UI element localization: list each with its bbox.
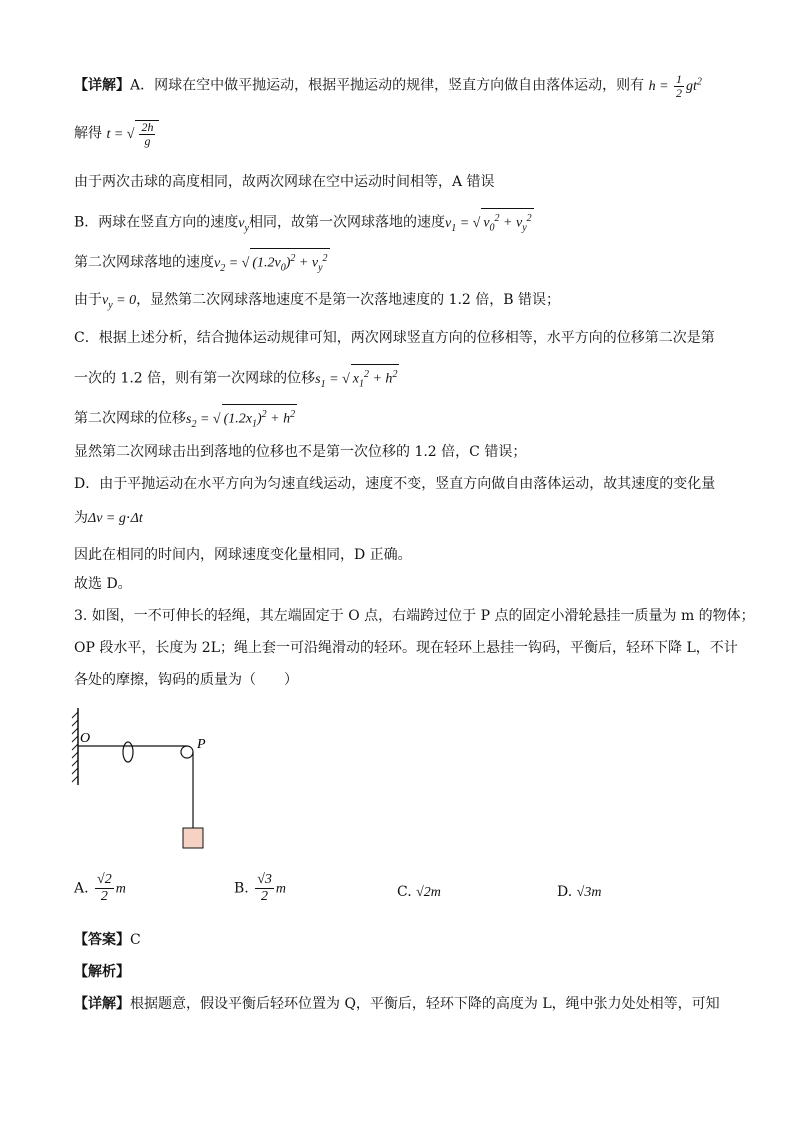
question-3-line-2: OP 段水平，长度为 2L；绳上套一可沿绳滑动的轻环。现在轻环上悬挂一钩码，平衡后，轻环下降 L，不计 — [74, 640, 738, 656]
line-4-text: B．两球在竖直方向的速度 — [74, 214, 239, 231]
vy-symbol: $v_y$ — [238, 215, 249, 234]
detail-line-1 — [74, 72, 702, 100]
solve-text: 解得 — [74, 125, 102, 142]
equation-vy: $v_y = 0$ — [102, 293, 137, 311]
detail-line-14: 故选 D。 — [74, 576, 132, 592]
equation-v2: $v_2$ = √ $(1.2v_0)^2 + v_y^2$ — [214, 256, 330, 271]
question-3-line-3: 各处的摩擦，钩码的质量为（ ） — [74, 672, 298, 688]
detail-line-final — [74, 994, 720, 1014]
label-p: P — [197, 737, 206, 752]
equation-h: h = $\frac{1}{2}$ $gt^2$ — [648, 71, 702, 100]
equation-s1: $s_1$ = √ $x_1^2 + h^2$ — [315, 372, 399, 387]
option-d[interactable]: D. √3m — [557, 884, 602, 900]
answer-value: C — [130, 932, 141, 948]
option-c[interactable]: C. √2m — [397, 884, 441, 900]
detail-text-final: 根据题意，假设平衡后轻环位置为 Q，平衡后，轻环下降的高度为 L，绳中张力处处相等，可知 — [130, 996, 720, 1012]
detail-line-3: 由于两次击球的高度相同，故两次网球在空中运动时间相等，A 错误 — [74, 174, 495, 190]
detail-line-13: 因此在相同的时间内，网球速度变化量相同，D 正确。 — [74, 547, 412, 563]
detail-heading: 【详解】 — [74, 77, 130, 94]
option-a[interactable]: A. $\frac{√2}{2}$ m — [74, 872, 126, 904]
detail-heading-final: 【详解】 — [74, 996, 130, 1012]
equation-t: t = √ $\frac{2h}{g}$ — [106, 127, 159, 142]
answer-line — [74, 930, 141, 950]
detail-line-12 — [74, 508, 143, 529]
detail-line-2 — [74, 120, 159, 148]
line-6-text-a: 由于 — [74, 292, 102, 308]
equation-v1: $v_1$ = √ $v_0^2 + v_y^2$ — [445, 216, 534, 231]
option-b[interactable]: B. $\frac{√3}{2}$ m — [234, 872, 287, 904]
detail-line-5 — [74, 248, 330, 278]
equation-dv: Δv = g⋅Δt — [88, 511, 143, 526]
detail-line-10: 显然第二次网球击出到落地的位移也不是第一次位移的 1.2 倍，C 错误； — [74, 444, 527, 460]
detail-line-9 — [74, 404, 297, 434]
pulley-figure — [66, 700, 226, 860]
line-5-text: 第二次网球落地的速度 — [74, 254, 214, 271]
analysis-label: 【解析】 — [74, 964, 130, 980]
line-8-text: 一次的 1.2 倍，则有第一次网球的位移 — [74, 370, 316, 387]
line-6-text-b: ，显然第二次网球落地速度不是第一次落地速度的 1.2 倍，B 错误； — [136, 292, 561, 308]
answer-label: 【答案】 — [74, 932, 130, 948]
line-12-text: 为 — [74, 510, 88, 526]
line-9-text: 第二次网球的位移 — [74, 410, 186, 427]
detail-line-6 — [74, 290, 560, 316]
line-4-mid: 相同，故第一次网球落地的速度 — [248, 214, 445, 231]
detail-line-11: D．由于平抛运动在水平方向为匀速直线运动，速度不变，竖直方向做自由落体运动，故其速度的变化量 — [74, 476, 716, 492]
detail-line-7: C．根据上述分析，结合抛体运动规律可知，两次网球竖直方向的位移相等，水平方向的位移第二次是第 — [74, 330, 715, 346]
detail-line-4 — [74, 208, 534, 238]
question-3-line-1: 3. 如图，一不可伸长的轻绳，其左端固定于 O 点，右端跨过位于 P 点的固定小滑轮悬挂一质量为 m 的物体； — [74, 608, 755, 624]
detail-text-a: A．网球在空中做平抛运动，根据平抛运动的规律，竖直方向做自由落体运动，则有 — [130, 77, 645, 94]
equation-s2: $s_2$ = √ $(1.2x_1)^2 + h^2$ — [186, 412, 297, 427]
detail-line-8 — [74, 364, 399, 394]
label-o: O — [80, 731, 91, 746]
